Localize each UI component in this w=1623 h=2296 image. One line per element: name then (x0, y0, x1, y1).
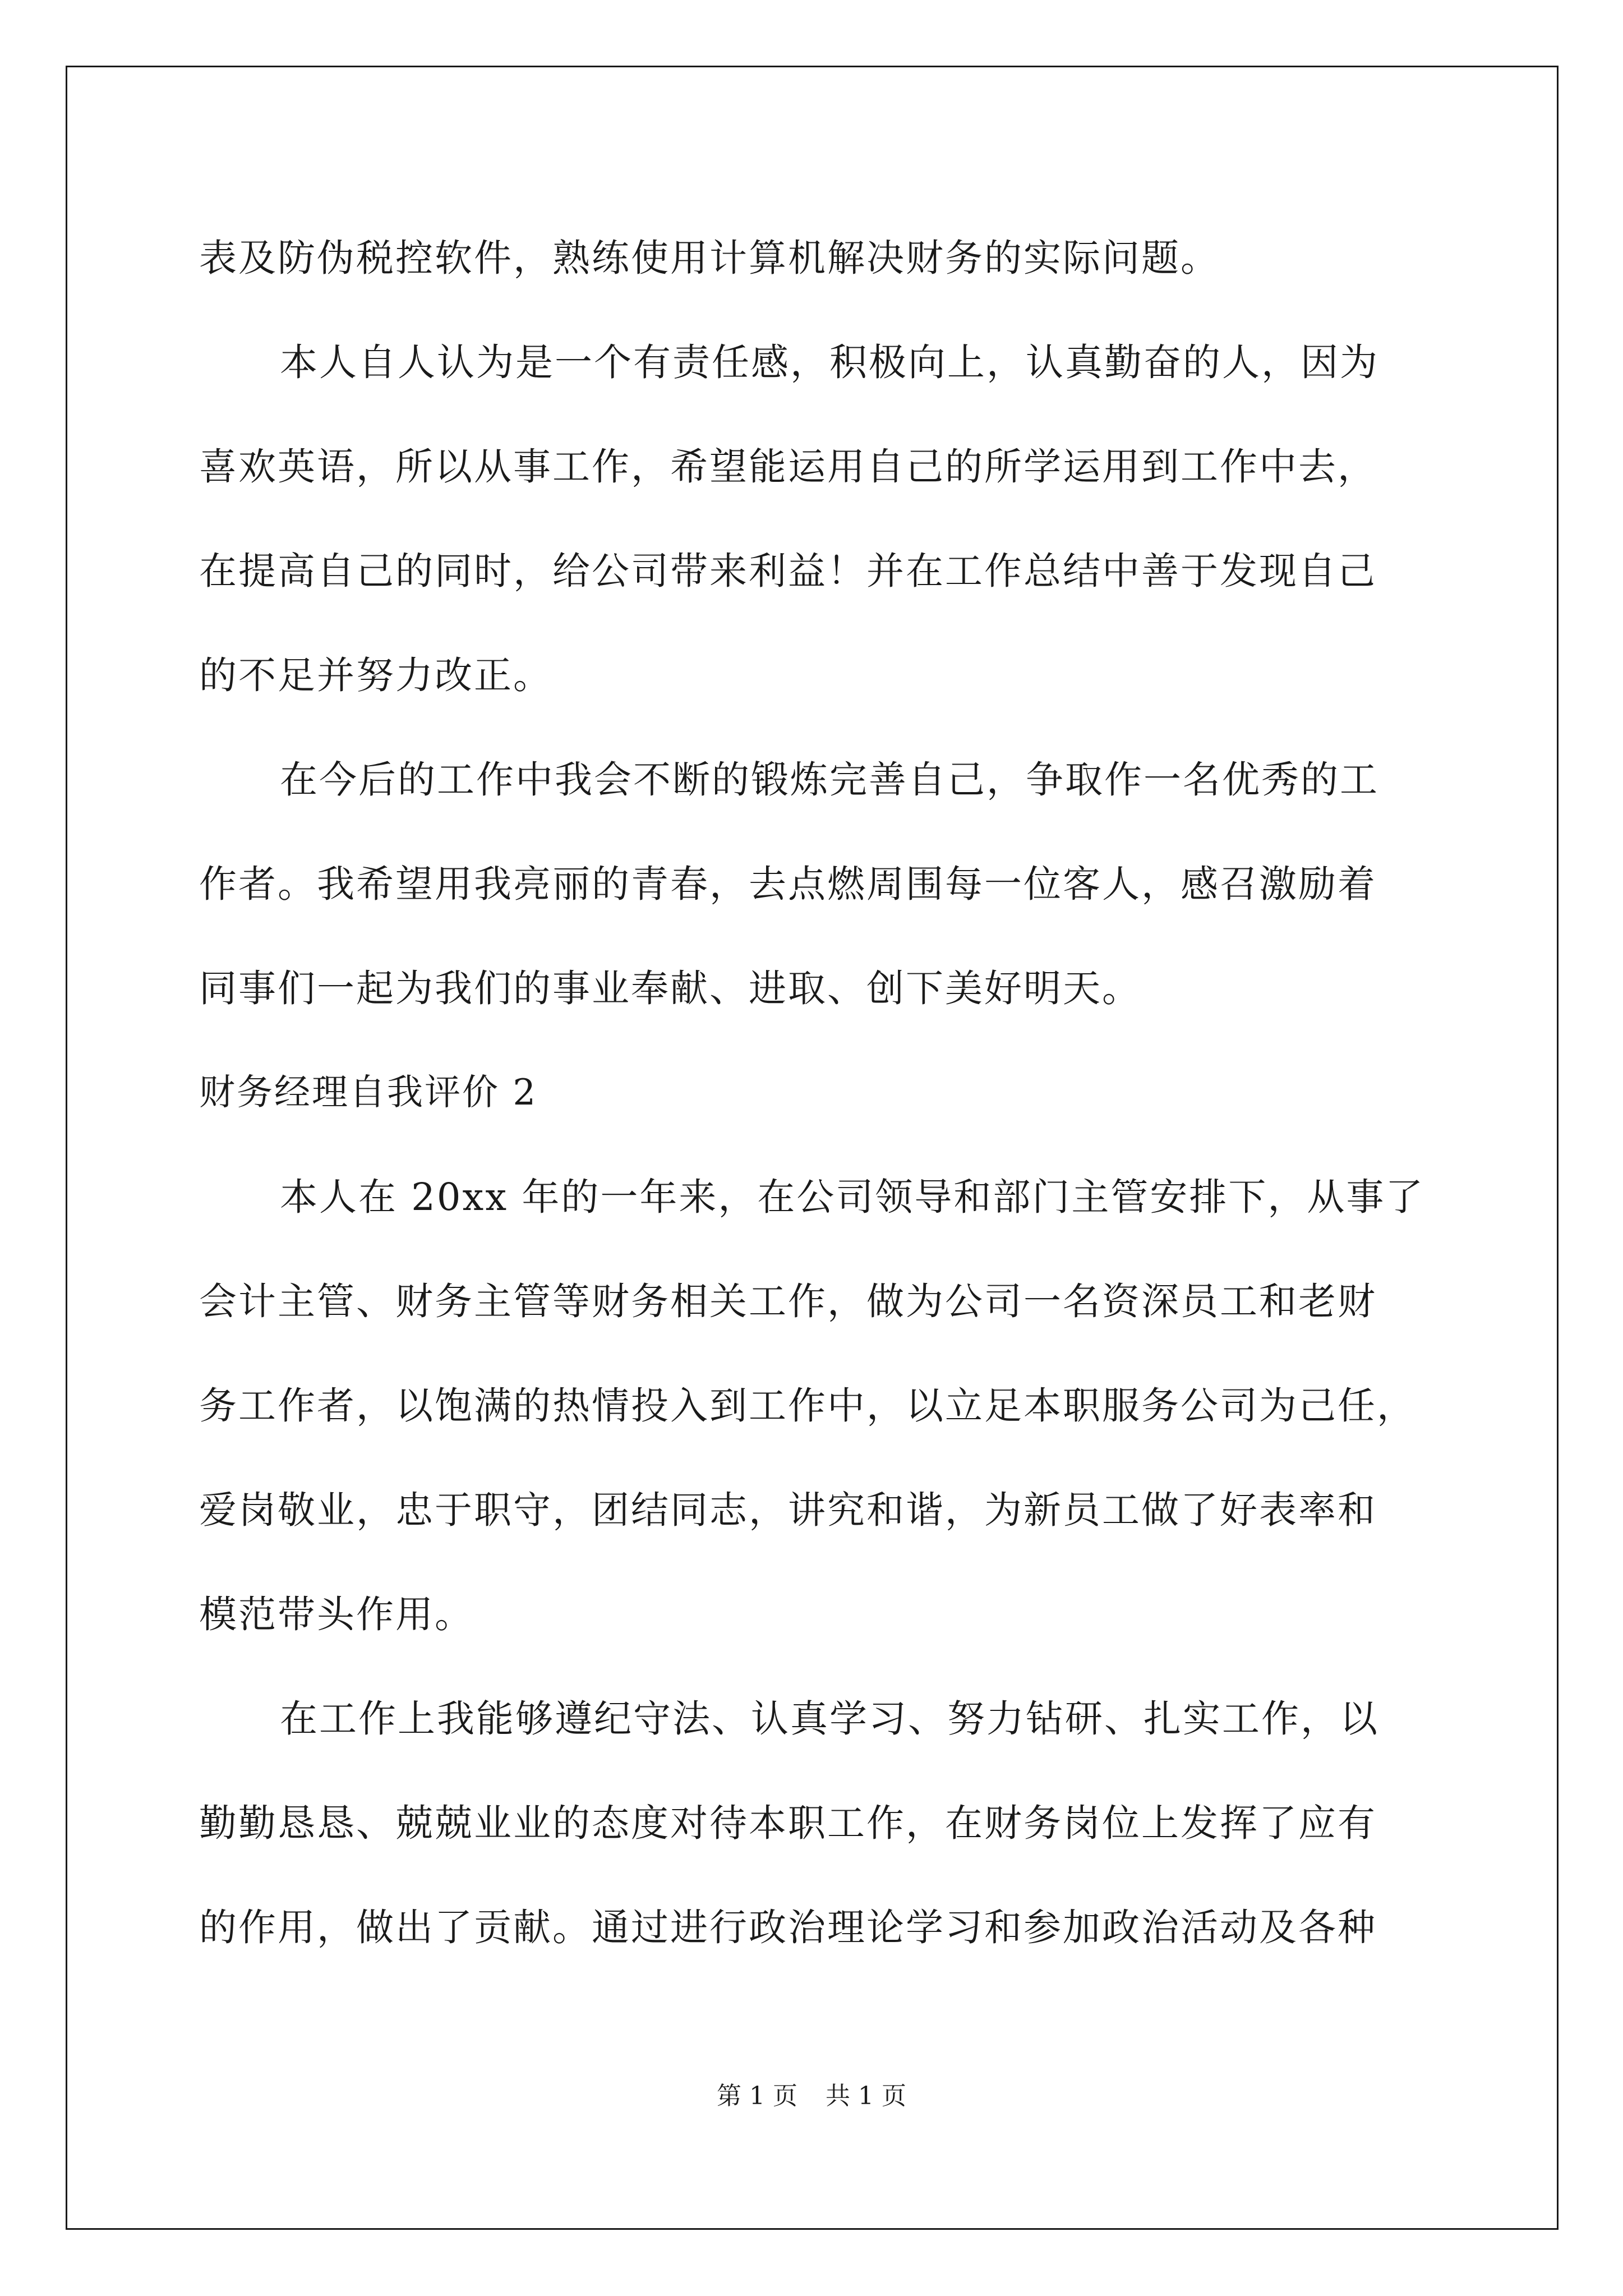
text-line: 本人在 20xx 年的一年来，在公司领导和部门主管安排下，从事了 (280, 1175, 1425, 1219)
text-line: 在提高自己的同时，给公司带来利益！并在工作总结中善于发现自己 (199, 549, 1377, 593)
text-line: 务工作者，以饱满的热情投入到工作中，以立足本职服务公司为己任， (199, 1384, 1416, 1428)
page-number-current: 第 1 页 (717, 2082, 797, 2110)
text-line: 爱岗敬业，忠于职守，团结同志，讲究和谐，为新员工做了好表率和 (199, 1488, 1377, 1532)
text-line: 本人自人认为是一个有责任感，积极向上，认真勤奋的人，因为 (280, 341, 1379, 384)
text-line: 的不足并努力改正。 (199, 654, 552, 697)
text-line: 的作用，做出了贡献。通过进行政治理论学习和参加政治活动及各种 (199, 1906, 1377, 1949)
text-line: 表及防伪税控软件，熟练使用计算机解决财务的实际问题。 (199, 236, 1220, 280)
page-footer (0, 2076, 1623, 2111)
section-heading: 财务经理自我评价 2 (199, 1072, 538, 1114)
text-line: 作者。我希望用我亮丽的青春，去点燃周围每一位客人，感召激励着 (199, 862, 1377, 906)
text-line: 同事们一起为我们的事业奉献、进取、创下美好明天。 (199, 967, 1141, 1010)
text-line: 会计主管、财务主管等财务相关工作，做为公司一名资深员工和老财 (199, 1280, 1377, 1323)
text-line: 喜欢英语，所以从事工作，希望能运用自己的所学运用到工作中去， (199, 445, 1377, 489)
text-line: 勤勤恳恳、兢兢业业的态度对待本职工作，在财务岗位上发挥了应有 (199, 1801, 1377, 1845)
text-line: 在今后的工作中我会不断的锻炼完善自己，争取作一名优秀的工 (280, 758, 1379, 802)
text-line: 模范带头作用。 (199, 1593, 474, 1636)
text-line: 在工作上我能够遵纪守法、认真学习、努力钻研、扎实工作，以 (280, 1697, 1379, 1741)
page-number-total: 共 1 页 (826, 2082, 906, 2110)
document-body (199, 206, 1433, 1980)
